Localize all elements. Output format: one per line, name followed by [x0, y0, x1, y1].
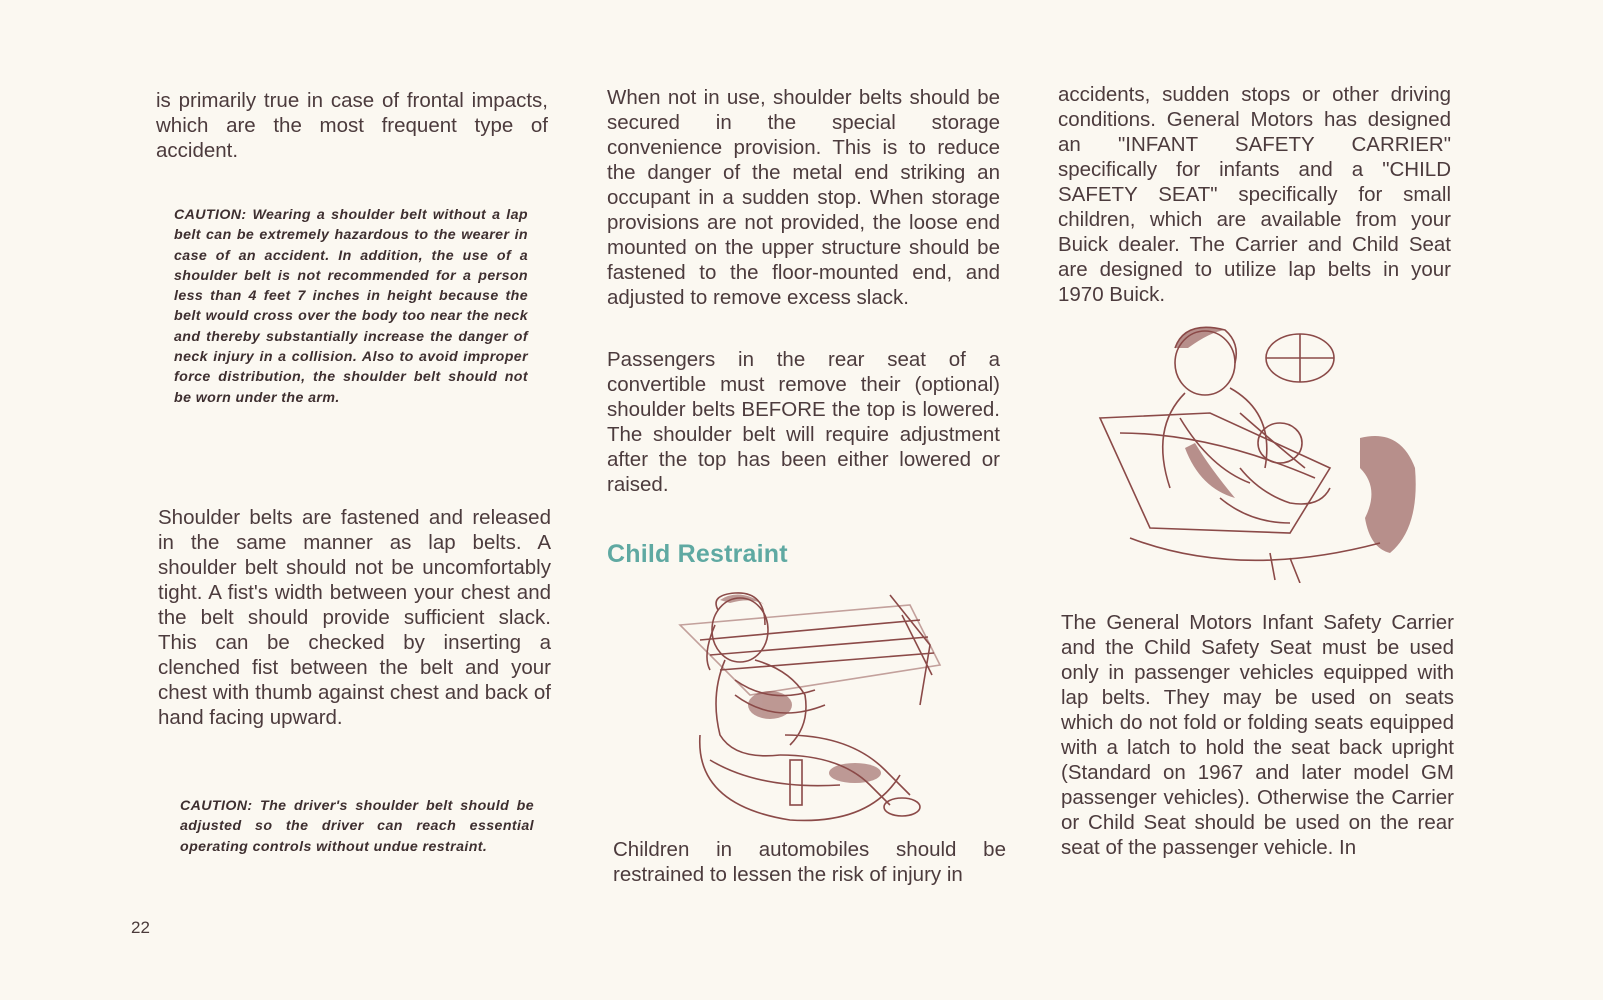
- infant-carrier-paragraph: accidents, sudden stops or other driving conditions. General Motors has designed an "INFANT SAFETY CARRIER" specifically for infants and a "CHILD SAFETY SEAT" specifically for small children, which are available from your Buick dealer. The Carrier and Child Seat are designed to utilize lap belts in your 1970 Buick.: [1058, 83, 1451, 306]
- infant-carrier-illustration: [1090, 318, 1430, 583]
- storage-paragraph: When not in use, shoulder belts should be secured in the special storage convenience provision. This is to reduce the danger of the metal end striking an occupant in a sudden stop. When storage provisions are not provided, the loose end mounted on the upper structure should be fastened to the floor-mounted end, and adjusted to remove excess slack.: [607, 86, 1000, 309]
- child-restraint-heading: Child Restraint: [607, 540, 788, 568]
- shoulder-belt-paragraph-wrap: [158, 505, 551, 730]
- convertible-paragraph-wrap: [607, 347, 1000, 497]
- column-middle: [607, 85, 1000, 310]
- intro-paragraph: is primarily true in case of frontal impacts, which are the most frequent type of accident.: [156, 89, 548, 162]
- caution-block-1: [174, 205, 528, 408]
- caution-text-1: CAUTION: Wearing a shoulder belt without a lap belt can be extremely hazardous to the wearer in case of an accident. In addition, the use of a shoulder belt is not recommended for a person less than 4 feet 7 inches in height because the belt would cross over the body too near the neck and thereby substantially increase the danger of neck injury in a collision. Also to avoid improper force distribution, the shoulder belt should not be worn under the arm.: [174, 207, 528, 406]
- page-number: 22: [131, 918, 150, 937]
- child-seat-illustration: [640, 585, 1020, 830]
- shoulder-belt-paragraph: Shoulder belts are fastened and released in the same manner as lap belts. A shoulder belt should not be uncomfortably tight. A fist's width between your chest and the belt should provide sufficient slack. This can be checked by inserting a clenched fist between the belt and your chest with thumb against chest and back of hand facing upward.: [158, 506, 551, 729]
- caution-text-2: CAUTION: The driver's shoulder belt should be adjusted so the driver can reach essential operating controls without undue restraint.: [180, 798, 534, 855]
- children-paragraph: Children in automobiles should be restrained to lessen the risk of injury in: [613, 838, 1006, 886]
- column-left: [156, 88, 548, 163]
- safety-carrier-paragraph: The General Motors Infant Safety Carrier and the Child Safety Seat must be used only in passenger vehicles equipped with lap belts. They may be used on seats which do not fold or folding seats equipped with a latch to hold the seat back upright (Standard on 1967 and later model GM passenger vehicles). Otherwise the Carrier or Child Seat should be used on the rear seat of the passenger vehicle. In: [1061, 611, 1454, 859]
- child-restraint-heading-wrap: [607, 540, 907, 569]
- caution-block-2: [180, 796, 534, 857]
- convertible-paragraph: Passengers in the rear seat of a convertible must remove their (optional) shoulder belts BEFORE the top is lowered. The shoulder belt will require adjustment after the top has been either lowered or raised.: [607, 348, 1000, 496]
- column-right: [1058, 82, 1451, 307]
- safety-carrier-paragraph-wrap: [1061, 610, 1454, 860]
- children-paragraph-wrap: [613, 837, 1006, 887]
